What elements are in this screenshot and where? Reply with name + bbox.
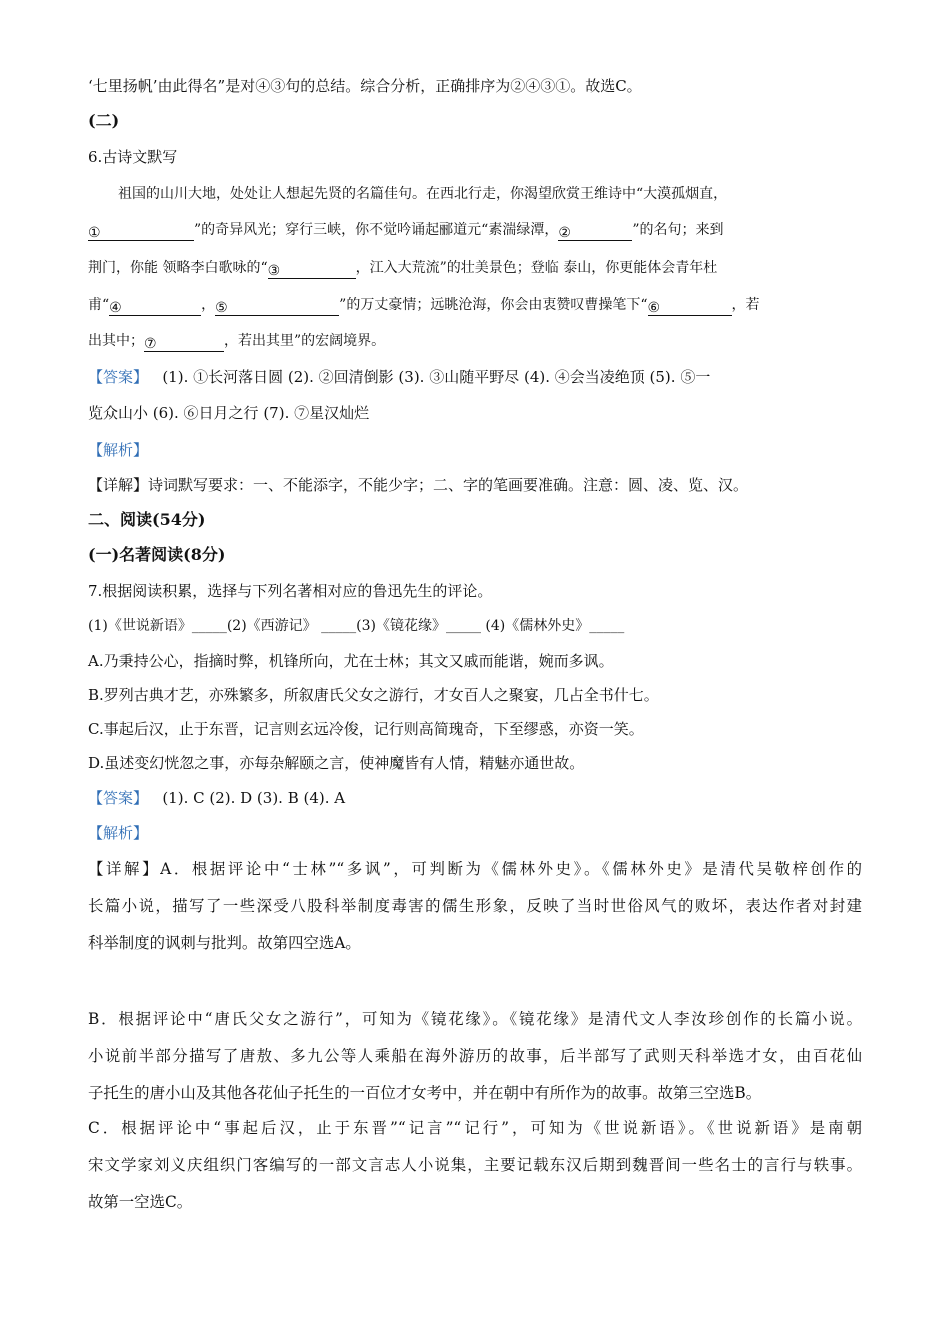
- q6-line-2b: ”的名句；来到: [632, 222, 724, 238]
- q7-detail-c-3: 故第一空选C。: [88, 1193, 193, 1211]
- q7-detail-b-2: 小说前半部分描写了唐敖、多九公等人乘船在海外游历的故事，后半部写了武则天科举选才女，由百花仙: [88, 1047, 862, 1065]
- blank-4[interactable]: ④: [109, 297, 201, 316]
- q6-line-3: [88, 257, 717, 279]
- q7-option-b: B.罗列古典才艺，亦殊繁多，所叙唐氏父女之游行，才女百人之聚宴，几占全书什七。: [88, 686, 659, 704]
- q6-answer-text-1: (1). ①长河落日圆 (2). ②回清倒影 (3). ③山随平野尽 (4). ④会当凌绝顶 (5). ⑤一: [162, 368, 711, 386]
- q6-line-3a: 荆门，你能 领略李白歌咏的“: [88, 260, 268, 276]
- q6-detail: [88, 474, 748, 496]
- q7-detail-a-2: 长篇小说，描写了一些深受八股科举制度毒害的儒生形象，反映了当时世俗风气的败坏，表达作者对封建: [88, 897, 862, 915]
- q7-detail-label: 【详解】: [88, 860, 161, 878]
- blank-7[interactable]: ⑦: [144, 333, 224, 352]
- q6-line-3b: ，江入大荒流”的壮美景色；登临 泰山，你更能体会青年杜: [355, 260, 718, 276]
- q6-line-4b: ，: [201, 297, 216, 313]
- blank-1[interactable]: ①: [88, 222, 194, 241]
- q7-detail-a-1-text: A．根据评论中“士林”“多讽”，可判断为《儒林外史》。《儒林外史》是清代吴敬梓创作的: [160, 860, 862, 878]
- q6-detail-text: 诗词默写要求：一、不能添字，不能少字；二、字的笔画要准确。注意：圆、凌、览、汉。: [148, 476, 749, 494]
- q6-line-4d: ，若: [731, 297, 760, 313]
- answer-label: 【答案】: [88, 368, 149, 386]
- q6-line-2a: ”的奇异风光；穿行三峡，你不觉吟诵起郦道元“素湍绿潭，: [194, 222, 559, 238]
- section-two-heading: (二): [88, 111, 120, 130]
- q6-line-5: [88, 330, 385, 352]
- blank-5[interactable]: ⑤: [215, 297, 339, 316]
- q6-line-4: [88, 294, 760, 316]
- q7-detail-a-1: [88, 858, 862, 880]
- q6-answer-2: 览众山小 (6). ⑥日月之行 (7). ⑦星汉灿烂: [88, 404, 370, 422]
- q7-answer-label: 【答案】: [88, 789, 149, 807]
- q7-option-c: C.事起后汉，止于东晋，记言则玄远冷俊，记行则高简瑰奇，下至缪惑，亦资一笑。: [88, 720, 644, 738]
- q7-detail-c-2: 宋文学家刘义庆组织门客编写的一部文言志人小说集，主要记载东汉后期到魏晋间一些名士的言行与轶事。: [88, 1156, 862, 1174]
- q7-detail-b-1: B．根据评论中“唐氏父女之游行”，可知为《镜花缘》。《镜花缘》是清代文人李汝珍创作的长篇小说。: [88, 1010, 862, 1028]
- blank-6[interactable]: ⑥: [648, 297, 732, 316]
- q7-option-a: A.乃秉持公心，指摘时弊，机锋所向，尤在士林；其文又戚而能谐，婉而多讽。: [88, 652, 614, 670]
- q6-line-5b: ，若出其里”的宏阔境界。: [224, 333, 386, 349]
- q6-line-5a: 出其中；: [88, 333, 144, 349]
- q7-detail-c-1: C．根据评论中“事起后汉，止于东晋”“记言”“记行”，可知为《世说新语》。《世说新语》是南朝: [88, 1119, 862, 1137]
- blank-2[interactable]: ②: [558, 222, 632, 241]
- q7-answer: [88, 787, 345, 809]
- q7-stem: 7.根据阅读积累，选择与下列名著相对应的鲁迅先生的评论。: [88, 582, 493, 600]
- q6-line-4c: ”的万丈豪情；远眺沧海，你会由衷赞叹曹操笔下“: [339, 297, 648, 313]
- q7-analysis-label: 【解析】: [88, 824, 149, 842]
- reading-heading: 二、阅读(54分): [88, 510, 206, 529]
- q6-answer-1: [88, 366, 710, 388]
- q6-line-2: [88, 219, 724, 241]
- q7-option-d: D.虽述变幻恍忽之事，亦每杂解颐之言，使神魔皆有人情，精魅亦通世故。: [88, 754, 585, 772]
- detail-label: 【详解】: [88, 476, 149, 494]
- blank-3[interactable]: ③: [268, 260, 356, 279]
- q6-line-1: 祖国的山川大地，处处让人想起先贤的名篇佳句。在西北行走，你渴望欣赏王维诗中“大漠孤烟直，: [118, 186, 728, 202]
- q7-blanks-line: (1)《世说新语》_____(2)《西游记》 _____(3)《镜花缘》_____ (4)《儒林外史》_____: [88, 618, 625, 634]
- q6-analysis-label: 【解析】: [88, 441, 149, 459]
- classics-heading: (一)名著阅读(8分): [88, 545, 226, 564]
- q7-detail-b-3: 子托生的唐小山及其他各花仙子托生的一百位才女考中，并在朝中有所作为的故事。故第三空选B。: [88, 1084, 762, 1102]
- q6-line-4a: 甫“: [88, 297, 110, 313]
- q6-title: 6.古诗文默写: [88, 148, 178, 166]
- q7-detail-a-3: 科举制度的讽刺与批判。故第四空选A。: [88, 934, 361, 952]
- q7-answer-text: (1). C (2). D (3). B (4). A: [162, 789, 346, 807]
- top-line: ‘七里扬帆’由此得名”是对④③句的总结。综合分析，正确排序为②④③①。故选C。: [88, 77, 642, 95]
